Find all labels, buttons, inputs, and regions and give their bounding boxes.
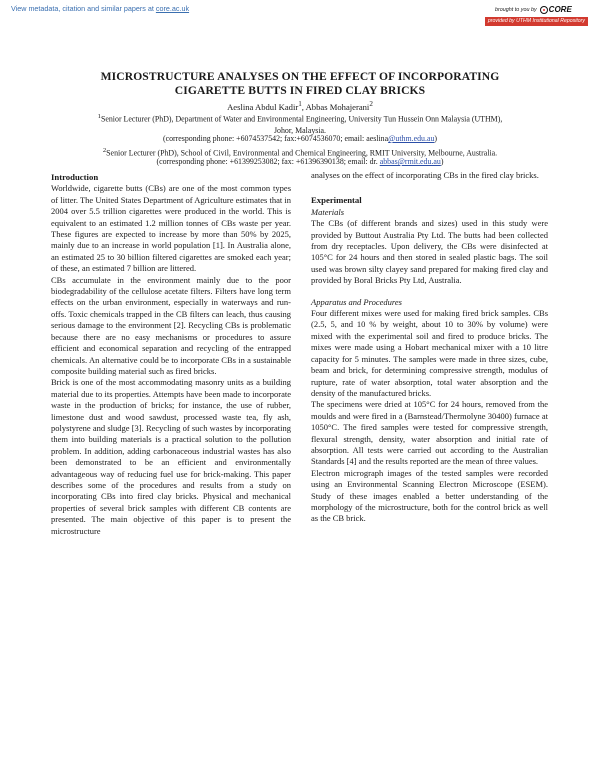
author-2: , Abbas Mohajerani: [301, 101, 370, 112]
intro-paragraph-1: Worldwide, cigarette butts (CBs) are one of the most common types of litter. The United States Department of Agriculture estimates that in 2004 over 5.5 trillion cigarettes were produced in the world. This is equivalent to an estimated 1.2 million tonnes of CBs waste per year. These figures are expected to increase by more than 50% by 2025, mainly due to an increase in world population [1]. In Australia alone, an estimated 25 to 30 billion filtered cigarettes are smoked each year; of these, an estimated 7 billion are littered.: [51, 183, 291, 274]
title-line-1: MICROSTRUCTURE ANALYSES ON THE EFFECT OF INCORPORATING: [100, 70, 500, 83]
core-logo-icon: [540, 6, 548, 14]
affil-1-close: ): [434, 134, 438, 143]
paper-title: [60, 70, 540, 98]
core-url[interactable]: core.ac.uk: [155, 4, 190, 13]
affil-2-sup: 2: [102, 147, 107, 154]
core-provided-badge[interactable]: [485, 17, 588, 26]
left-column: [51, 172, 291, 537]
affil-2-close: ): [440, 157, 444, 166]
affil-1-line-1: Senior Lecturer (PhD), Department of Water and Environmental Engineering, University Tun Hussein Onn Malaysia (UTHM),: [100, 114, 503, 124]
intro-paragraph-2: CBs accumulate in the environment mainly due to the poor biodegradability of the cellulose acetate filters. Filters have long term effects on the urban environment, especially in waterways and run-offs. Toxic chemicals trapped in the CB filters can leach, thus causing serious damage to the environment [2]. Recycling CBs is problematic because there are no easy mechanisms or procedures to assure efficient and economical separation and recycling of the entrapped chemicals. An alternative could be to incorporate CBs in a sustainable composite building material such as fired bricks.: [51, 274, 291, 376]
affil-1-line-2: Johor, Malaysia.: [273, 126, 327, 136]
section-heading-experimental: Experimental: [311, 195, 362, 206]
affil-2-email-link[interactable]: abbas@rmit.edu.au: [379, 157, 441, 166]
core-brought-text: brought to you by: [495, 6, 537, 13]
materials-paragraph: The CBs (of different brands and sizes) used in this study were provided by Buttout Australia Pty Ltd. The butts had been collected from dry receptacles. Upon delivery, the CBs were disinfected at 105°C for 24 hours and then stored in sealed plastic bags. The soil used was brown silty clayey sand prepared for making fired clay and provided by Boral Bricks Pty Ltd, Australia.: [311, 218, 548, 286]
core-banner: [0, 0, 600, 26]
core-logo[interactable]: [540, 5, 572, 14]
affil-1-contact-text: (corresponding phone: +6074537542; fax:+6074536070; email: aeslina: [162, 134, 389, 143]
intro-paragraph-3: Brick is one of the most accommodating masonry units as a building material due to its properties. Attempts have been made to incorporate waste in the production of bricks; for instance, the use of rubber, limestone dust and wood sawdust, processed waste tea, fly ash, polystyrene and sludge [3]. Recycling of such wastes by incorporating them into building materials is a practical solution to the pollution problem. In addition, adding carbonaceous industrial wastes has also been demonstrated to be an efficient and environmentally advantageous way of reducing fuel use for brick-making. This paper describes some of the procedures and results from a study on incorporating CBs into fired clay bricks. Physical and mechanical properties of several brick samples with different CB contents are presented. The main objective of this paper is to present the microstructure: [51, 377, 291, 536]
affil-1-email-link[interactable]: @uthm.edu.au: [388, 134, 435, 143]
author-1: Aeslina Abdul Kadir: [227, 101, 299, 112]
core-metadata-link[interactable]: [11, 4, 189, 13]
core-provided-text: provided by UTHM Institutional Repository: [487, 18, 585, 24]
apparatus-paragraph-3: Electron micrograph images of the tested samples were recorded using an Environmental Scanning Electron Microscope (ESEM). Study of these images enabled a better understanding of the morphology of the microstructure, both for the control brick as well as the CB brick.: [311, 467, 548, 524]
author-1-sup: 1: [298, 100, 302, 108]
subheading-materials: Materials: [311, 206, 345, 217]
title-line-2: CIGARETTE BUTTS IN FIRED CLAY BRICKS: [174, 84, 426, 97]
apparatus-paragraph-1: Four different mixes were used for making fired brick samples. CBs (2.5, 5, and 10 % by weight, about 10 to 30% by volume) were mixed with the experimental soil and fired to produce bricks. The mixes were made using a Hobart mechanical mixer with a 10 litre capacity for 5 minutes. The samples were made in three sizes, cube, beam and brick, for determining compressive strength, modulus of rupture, rate of water absorption, total water absorption and the density of the manufactured bricks.: [311, 308, 548, 398]
core-brought-by[interactable]: [495, 5, 572, 14]
section-heading-introduction: Introduction: [51, 172, 99, 182]
affil-2-line-1: Senior Lecturer (PhD), School of Civil, Environmental and Chemical Engineering, RMIT University, Melbourne, Australia.: [106, 148, 498, 158]
subheading-apparatus: Apparatus and Procedures: [311, 296, 402, 307]
intro-paragraph-continued: analyses on the effect of incorporating CBs in the fired clay bricks.: [311, 170, 539, 180]
apparatus-paragraph-2: The specimens were dried at 105°C for 24 hours, removed from the moulds and were fired in a (Barnstead/Thermolyne 30400) furnace at 1050°C. The fired samples were tested for compressive strength, flexural strength, density, water absorption and initial rate of absorption. All tests were carried out according to the Australian Standards [4] and the results reported are the mean of three values.: [311, 399, 548, 467]
affiliation-1-contact: [60, 133, 540, 145]
right-column: [311, 170, 548, 525]
core-logo-text: CORE: [548, 5, 572, 14]
affil-2-contact-text: (corresponding phone: +61399253082; fax: +61396390138; email: dr.: [156, 157, 380, 166]
core-metadata-text: View metadata, citation and similar papers at: [11, 4, 156, 13]
author-2-sup: 2: [369, 100, 373, 108]
affiliation-2-contact: [60, 156, 540, 168]
affil-1-sup: 1: [97, 113, 101, 120]
